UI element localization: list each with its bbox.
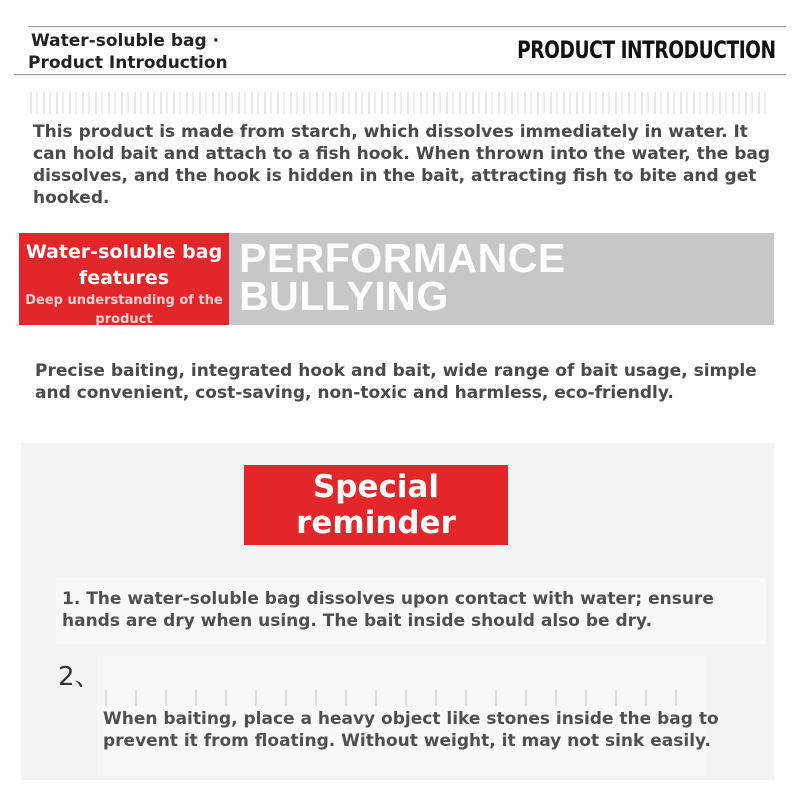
features-banner-heading [239,235,566,319]
features-label-box [19,233,229,325]
features-label-subtitle: Deep understanding of the product [25,293,223,325]
reminder-tip-2-number: 2、 [58,662,101,692]
header-title-line1: Water-soluble bag · [31,31,220,51]
features-paragraph: Precise baiting, integrated hook and bait, wide range of bait usage, simple and convenient, cost-saving, non-toxic and harmless, eco-friendly. [35,361,757,403]
header-bottom-rule [14,74,786,75]
header-top-rule [28,26,786,27]
features-banner [229,233,774,325]
reminder-title-box [244,465,508,545]
features-label-title: Water-soluble bag features [25,241,223,289]
features-banner-line2: BULLYING [239,273,449,319]
faded-text-artifact [105,690,705,706]
reminder-title-line1: Special [312,469,440,505]
features-banner-line1: PERFORMANCE [239,235,566,281]
reminder-tip-1: 1. The water-soluble bag dissolves upon contact with water; ensure hands are dry when using. The bait inside should also be dry. [62,589,714,631]
header-title [28,30,228,74]
reminder-tip-1-card [56,578,766,644]
intro-paragraph: This product is made from starch, which dissolves immediately in water. It can hold bait and attach to a fish hook. When thrown into the water, the bag dissolves, and the hook is hidden in the bait, attracting fish to bite and get hooked. [33,122,771,208]
reminder-tip-2: When baiting, place a heavy object like stones inside the bag to prevent it from floating. Without weight, it may not sink easily. [103,709,719,751]
faded-text-artifact [30,92,770,114]
header-right-title: PRODUCT INTRODUCTION [517,36,776,64]
header-title-line2: Product Introduction [28,53,228,73]
reminder-title-line2: reminder [296,505,456,541]
